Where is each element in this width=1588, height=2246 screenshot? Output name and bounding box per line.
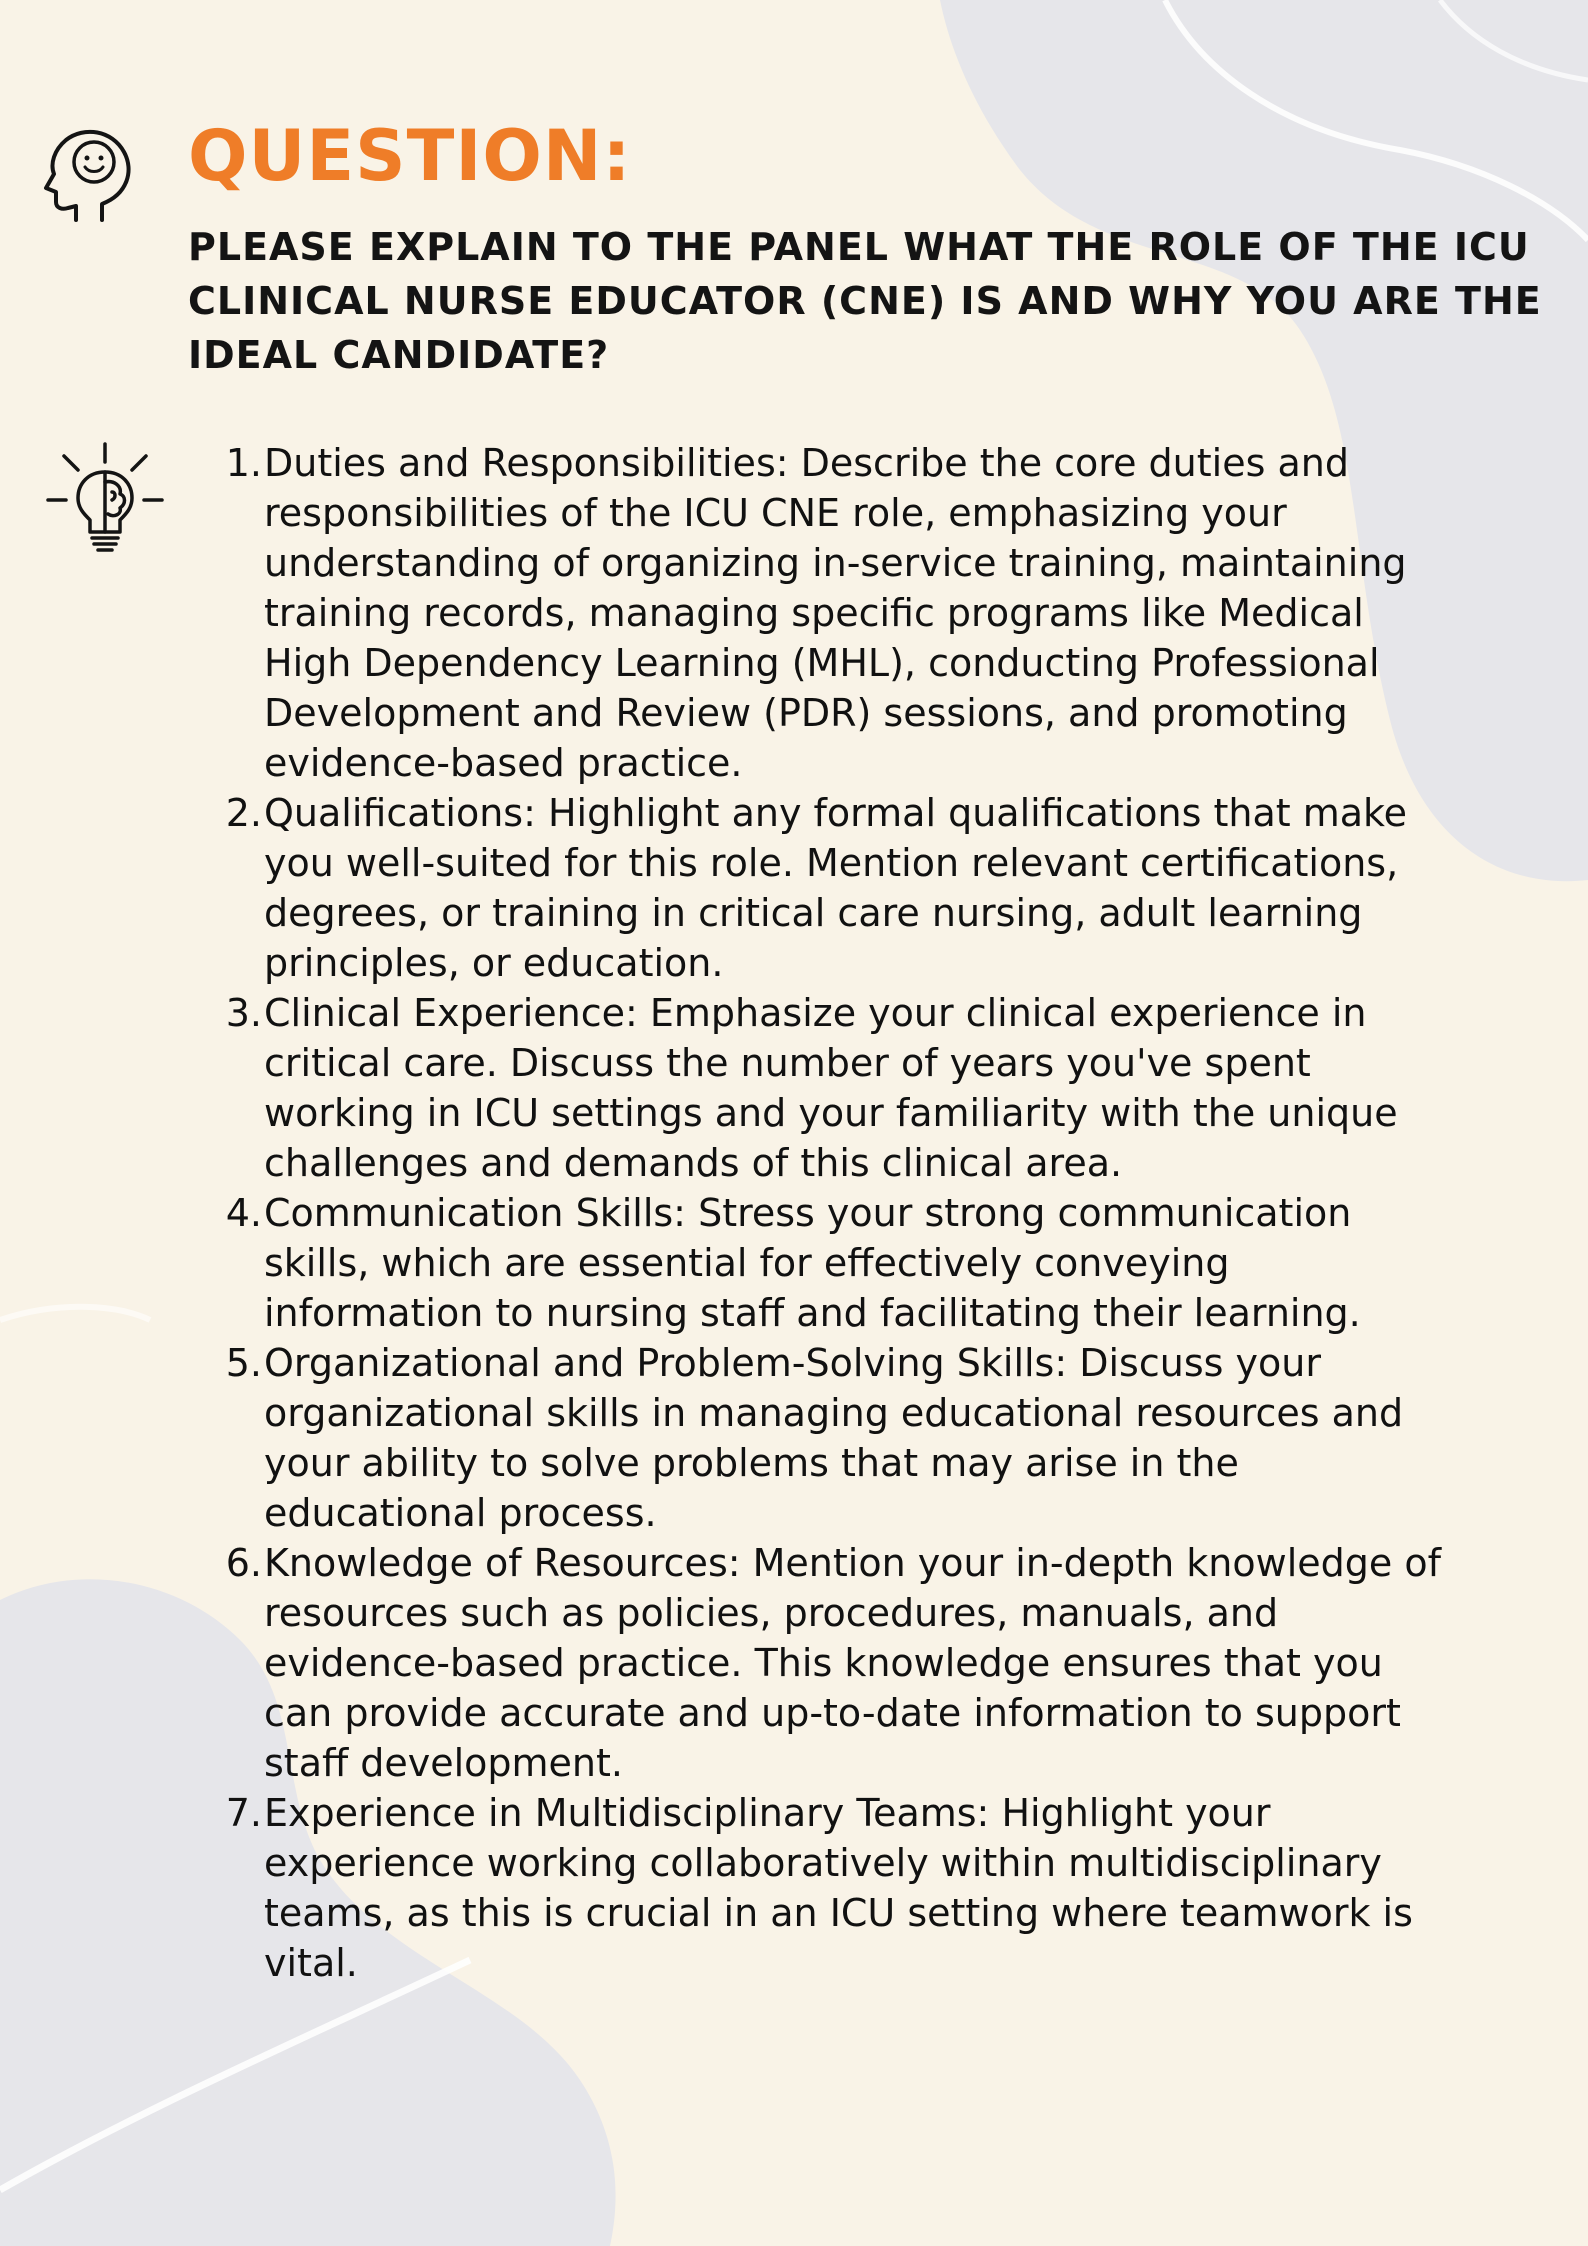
- answer-list: [218, 438, 1458, 1988]
- list-item: [218, 1788, 1458, 1988]
- page-title: QUESTION:: [188, 115, 632, 197]
- item-text: Duties and Responsibilities: Describe the core duties and responsibilities of the ICU CNE role, emphasizing your understanding of organizing in-service training, maintaining training records, managing specific programs like Medical High Dependency Learning (MHL), conducting Professional Development and Review (PDR) sessions, and promoting evidence-based practice.: [264, 441, 1407, 785]
- item-number: 6.: [225, 1541, 262, 1585]
- list-item: [218, 1338, 1458, 1538]
- item-text: Knowledge of Resources: Mention your in-depth knowledge of resources such as policies, procedures, manuals, and evidence-based practice. This knowledge ensures that you can provide accurate and up-to-date information to support staff development.: [264, 1541, 1441, 1785]
- list-item: [218, 1538, 1458, 1788]
- lightbulb-brain-icon: [44, 442, 166, 560]
- item-number: 4.: [225, 1191, 262, 1235]
- item-number: 5.: [225, 1341, 262, 1385]
- item-number: 3.: [225, 991, 262, 1035]
- list-item: [218, 788, 1458, 988]
- item-number: 2.: [225, 791, 262, 835]
- question-text: PLEASE EXPLAIN TO THE PANEL WHAT THE ROLE OF THE ICU CLINICAL NURSE EDUCATOR (CNE) IS AND WHY YOU ARE THE IDEAL CANDIDATE?: [188, 225, 1542, 377]
- item-text: Clinical Experience: Emphasize your clinical experience in critical care. Discuss the number of years you've spent working in ICU settings and your familiarity with the unique challenges and demands of this clinical area.: [264, 991, 1398, 1185]
- item-number: 1.: [225, 441, 262, 485]
- list-item: [218, 988, 1458, 1188]
- item-number: 7.: [225, 1791, 262, 1835]
- smiling-head-icon: [42, 122, 142, 224]
- item-text: Communication Skills: Stress your strong communication skills, which are essential for effectively conveying information to nursing staff and facilitating their learning.: [264, 1191, 1361, 1335]
- list-item: [218, 438, 1458, 788]
- item-text: Qualifications: Highlight any formal qualifications that make you well-suited for this role. Mention relevant certifications, degrees, or training in critical care nursing, adult learning principles, or education.: [264, 791, 1408, 985]
- list-item: [218, 1188, 1458, 1338]
- item-text: Experience in Multidisciplinary Teams: Highlight your experience working collaboratively within multidisciplinary teams, as this is crucial in an ICU setting where teamwork is vital.: [264, 1791, 1413, 1985]
- item-text: Organizational and Problem-Solving Skills: Discuss your organizational skills in managing educational resources and your ability to solve problems that may arise in the educational process.: [264, 1341, 1404, 1535]
